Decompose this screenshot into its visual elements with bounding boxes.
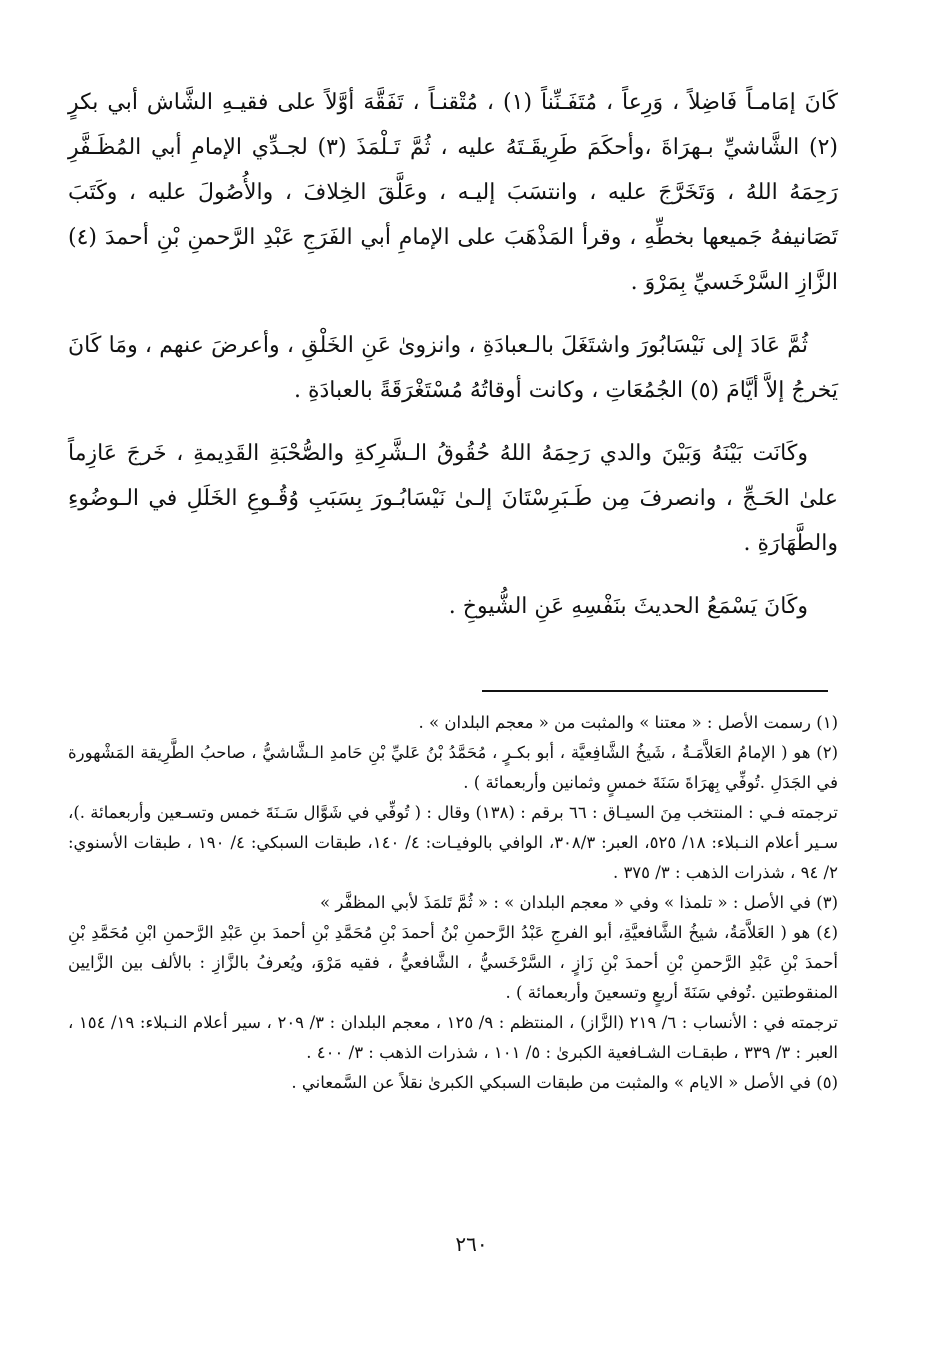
footnote-5: (٥) في الأصل « الايام » والمثبت من طبقات السبكي الكبرىٰ نقلاً عن السَّمعاني . bbox=[291, 1073, 838, 1092]
paragraph-3: وكَانَت بَيْنَهُ وَبَيْنَ والدي رَحِمَهُ اللهُ حُقُوقُ الـشَّرِكةِ والصُّحْبَةِ القَدِيمةِ ، خَرجَ عَازِماً علىٰ الحَـجِّ ، وانصرفَ مِن طَـبَرِسْتَانَ إلـىٰ نَيْسَابُـورَ بِسَبَبِ وُقُـوعِ الخَلَلِ في الـوضُوءِ والطَّهَارَةِ . bbox=[68, 441, 838, 556]
footnote-4-sources: ترجمته في : الأنساب : ٦/ ٢١٩ (الزَّاز) ، المنتظم : ٩/ ١٢٥ ، معجم البلدان : ٣/ ٢٠٩ ، سير أعلام النـبلاء: ١٩/ ١٥٤ ، العبر : ٣/ ٣٣٩ ، طبقـات الشـافعية الكبرىٰ : ٥/ ١٠١ ، شذرات الذهب : ٣/ ٤٠٠ . bbox=[68, 1013, 838, 1062]
footnote-3: (٣) في الأصل : « تلمذا » وفي « معجم البلدان » : « ثُمَّ تَلمَذَ لأبي المظفَّر » bbox=[320, 893, 838, 912]
footnote-4: (٤) هو ( العَلاَّمَةُ، شيخُ الشَّافعيَّةِ، أبو الفرجِ عَبْدُ الرَّحمنِ بْنُ أحمدَ بْنِ مُحَمَّدِ بْنِ أحمدَ بنِ عَبْدِ الرَّحمنِ ابْنِ مُحَمَّدِ بْنِ أحمدَ بْنِ عَبْدِ الرَّحمنِ بْنِ أحمدَ بْنِ زَازٍ ، السَّرْخَسيُّ ، الشَّافعيُّ ، فقيه مَرْوَ، ويُعرفُ بالزَّازِ : بالألف بين الزَّايين المنقوطتين .تُوفي سَنَةَ أربعٍ وتسعينَ وأربعمائة ) . bbox=[68, 923, 838, 1002]
paragraph-4: وكَانَ يَسْمَعُ الحديثَ بنَفْسِهِ عَنِ الشُّيوخِ . bbox=[448, 594, 808, 619]
footnote-separator bbox=[482, 690, 828, 692]
page-number: ٢٦٠ bbox=[455, 1232, 488, 1256]
footnote-1: (١) رسمت الأصل : « معتنا » والمثبت من « معجم البلدان » . bbox=[418, 713, 838, 732]
footnote-2: (٢) هو ( الإمامُ العَلاَّمَـةُ ، شَيخُ الشَّافِعيَّة ، أبو بكـرٍ ، مُحَمَّدُ بْنُ عَليِّ بْنِ حَامدِ الـشَّاشيُّ ، صاحبُ الطَّرِيقة المَشْهورة في الجَدَلِ .تُوفِّي بِهرَاةَ سَنَةَ خمسٍ وثمانين وأربعمائة ) . bbox=[68, 743, 838, 792]
footnotes bbox=[68, 708, 838, 1098]
paragraph-1: كَانَ إمَامـاً فَاضِلاً ، وَرِعاً ، مُتَفَـنِّناً (١) ، مُتْقنـاً ، تَفَقَّهَ أوَّلاً على فقيـهِ الشَّاش أبي بكرٍ (٢) الشَّاشيِّ بـهرَاةَ ،وأحكَمَ طَرِيقَـتَهُ عليه ، ثُمَّ تَـلْمَذَ (٣) لجـدِّي الإمامِ أبي المُظَـفَّرِ رَحِمَهُ اللهُ ، وَتَخَرَّجَ عليه ، وانتسَبَ إليـه ، وعَلَّقَ الخِلافَ ، والأُصُولَ عليه ، وكَتَبَ تَصَانيفهُ جَميعها بخطِّهِ ، وقرأ المَذْهَبَ على الإمامِ أبي الفَرَجِ عَبْدِ الرَّحمنِ بْنِ أحمدَ (٤) الزَّازِ السَّرْخَسيِّ بِمَرْوَ . bbox=[68, 90, 838, 295]
paragraph-2: ثُمَّ عَادَ إلى نَيْسَابُورَ واشتَغَلَ بالـعبادَةِ ، وانزوىٰ عَنِ الخَلْقِ ، وأعرضَ عنهم ، ومَا كَانَ يَخرجُ إلاَّ أيَّامَ (٥) الجُمُعَاتِ ، وكانت أوقاتُهُ مُسْتَغْرَقَةً بالعبادَةِ . bbox=[68, 333, 838, 403]
footnote-2-sources: ترجمته فـي : المنتخب مِنَ السيـاق : ٦٦ برقم : (١٣٨) وقال : ( تُوفِّي في شَوَّال سَـنَةَ خمس وتسـعين وأربعمائة .)، سـير أعلام النـبلاء: ١٨/ ٥٢٥، العبر: ٣٠٨/٣، الوافي بالوفيـات: ٤/ ١٤٠، طبقات السبكي: ٤/ ١٩٠ ، طبقات الأسنوي: ٢/ ٩٤ ، شذرات الذهب : ٣/ ٣٧٥ . bbox=[68, 803, 839, 882]
main-text bbox=[68, 80, 838, 647]
